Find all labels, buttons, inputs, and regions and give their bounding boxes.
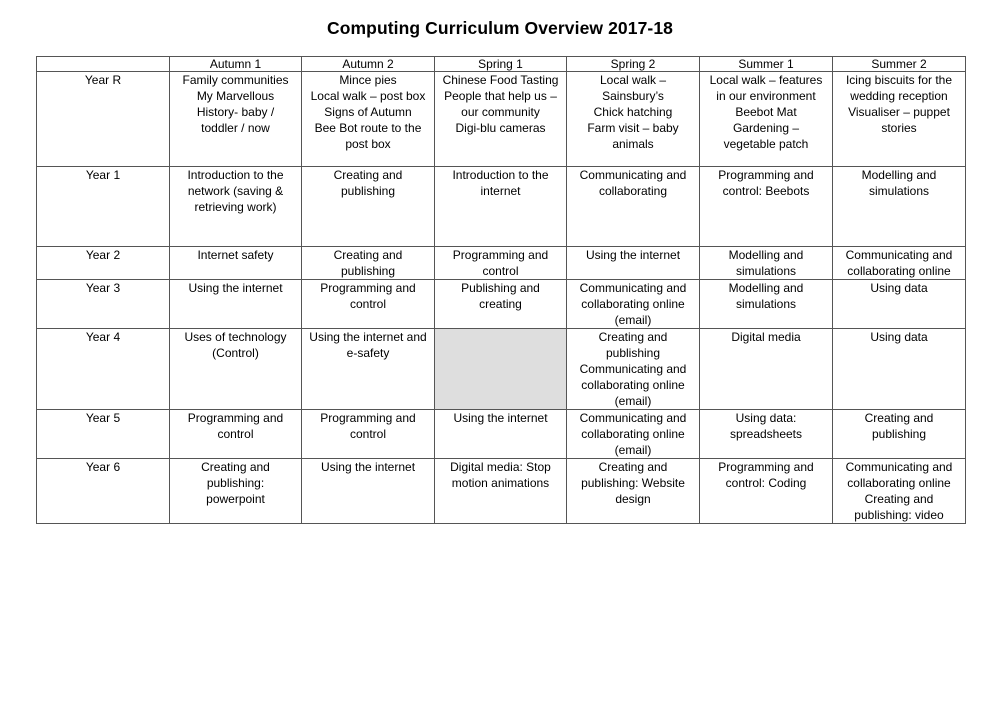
curriculum-table [36,56,966,524]
header-autumn-1: Autumn 1 [170,57,302,72]
table-cell: Communicating and collaborating online Creating and publishing: video [833,459,966,524]
table-cell: Local walk – Sainsbury’s Chick hatching Farm visit – baby animals [567,72,700,167]
table-cell: Programming and control [170,410,302,459]
table-row [37,167,966,247]
table-cell: Using the internet [170,280,302,329]
table-cell: Using data [833,329,966,410]
table-cell: Communicating and collaborating online (email) [567,410,700,459]
year-label: Year 3 [37,280,170,329]
header-summer-1: Summer 1 [700,57,833,72]
table-row [37,247,966,280]
table-cell: Creating and publishing Communicating and collaborating online (email) [567,329,700,410]
year-label: Year R [37,72,170,167]
table-cell: Icing biscuits for the wedding reception Visualiser – puppet stories [833,72,966,167]
header-autumn-2: Autumn 2 [302,57,435,72]
table-cell: Chinese Food Tasting People that help us – our community Digi-blu cameras [435,72,567,167]
table-cell: Local walk – features in our environment Beebot Mat Gardening – vegetable patch [700,72,833,167]
table-cell: Creating and publishing [833,410,966,459]
table-cell: Introduction to the internet [435,167,567,247]
table-cell: Using data [833,280,966,329]
table-cell: Programming and control [435,247,567,280]
table-cell: Using the internet [435,410,567,459]
table-row [37,410,966,459]
year-label: Year 6 [37,459,170,524]
table-cell: Modelling and simulations [700,280,833,329]
table-cell: Uses of technology (Control) [170,329,302,410]
table-cell: Communicating and collaborating [567,167,700,247]
table-cell: Creating and publishing [302,247,435,280]
table-row [37,459,966,524]
table-cell: Programming and control [302,410,435,459]
table-cell: Using the internet [302,459,435,524]
year-label: Year 4 [37,329,170,410]
table-cell: Modelling and simulations [700,247,833,280]
table-cell: Modelling and simulations [833,167,966,247]
table-cell: Internet safety [170,247,302,280]
table-cell: Introduction to the network (saving & retrieving work) [170,167,302,247]
table-cell: Publishing and creating [435,280,567,329]
table-cell: Digital media: Stop motion animations [435,459,567,524]
page-title: Computing Curriculum Overview 2017-18 [326,18,674,38]
header-row [37,57,966,72]
table-cell: Creating and publishing: Website design [567,459,700,524]
table-cell: Using the internet and e-safety [302,329,435,410]
table-cell: Communicating and collaborating online (email) [567,280,700,329]
table-cell: Using data: spreadsheets [700,410,833,459]
table-cell: Digital media [700,329,833,410]
table-cell: Programming and control: Coding [700,459,833,524]
header-summer-2: Summer 2 [833,57,966,72]
table-row [37,280,966,329]
table-cell: Communicating and collaborating online [833,247,966,280]
year-label: Year 5 [37,410,170,459]
table-cell: Creating and publishing: powerpoint [170,459,302,524]
header-spring-1: Spring 1 [435,57,567,72]
table-cell: Programming and control [302,280,435,329]
table-cell: Creating and publishing [302,167,435,247]
table-cell: Programming and control: Beebots [700,167,833,247]
table-row [37,72,966,167]
empty-shaded-cell [435,329,567,410]
header-corner-cell [37,57,170,72]
table-cell: Using the internet [567,247,700,280]
year-label: Year 2 [37,247,170,280]
year-label: Year 1 [37,167,170,247]
table-row [37,329,966,410]
header-spring-2: Spring 2 [567,57,700,72]
table-cell: Mince pies Local walk – post box Signs of Autumn Bee Bot route to the post box [302,72,435,167]
table-cell: Family communities My Marvellous History- baby / toddler / now [170,72,302,167]
